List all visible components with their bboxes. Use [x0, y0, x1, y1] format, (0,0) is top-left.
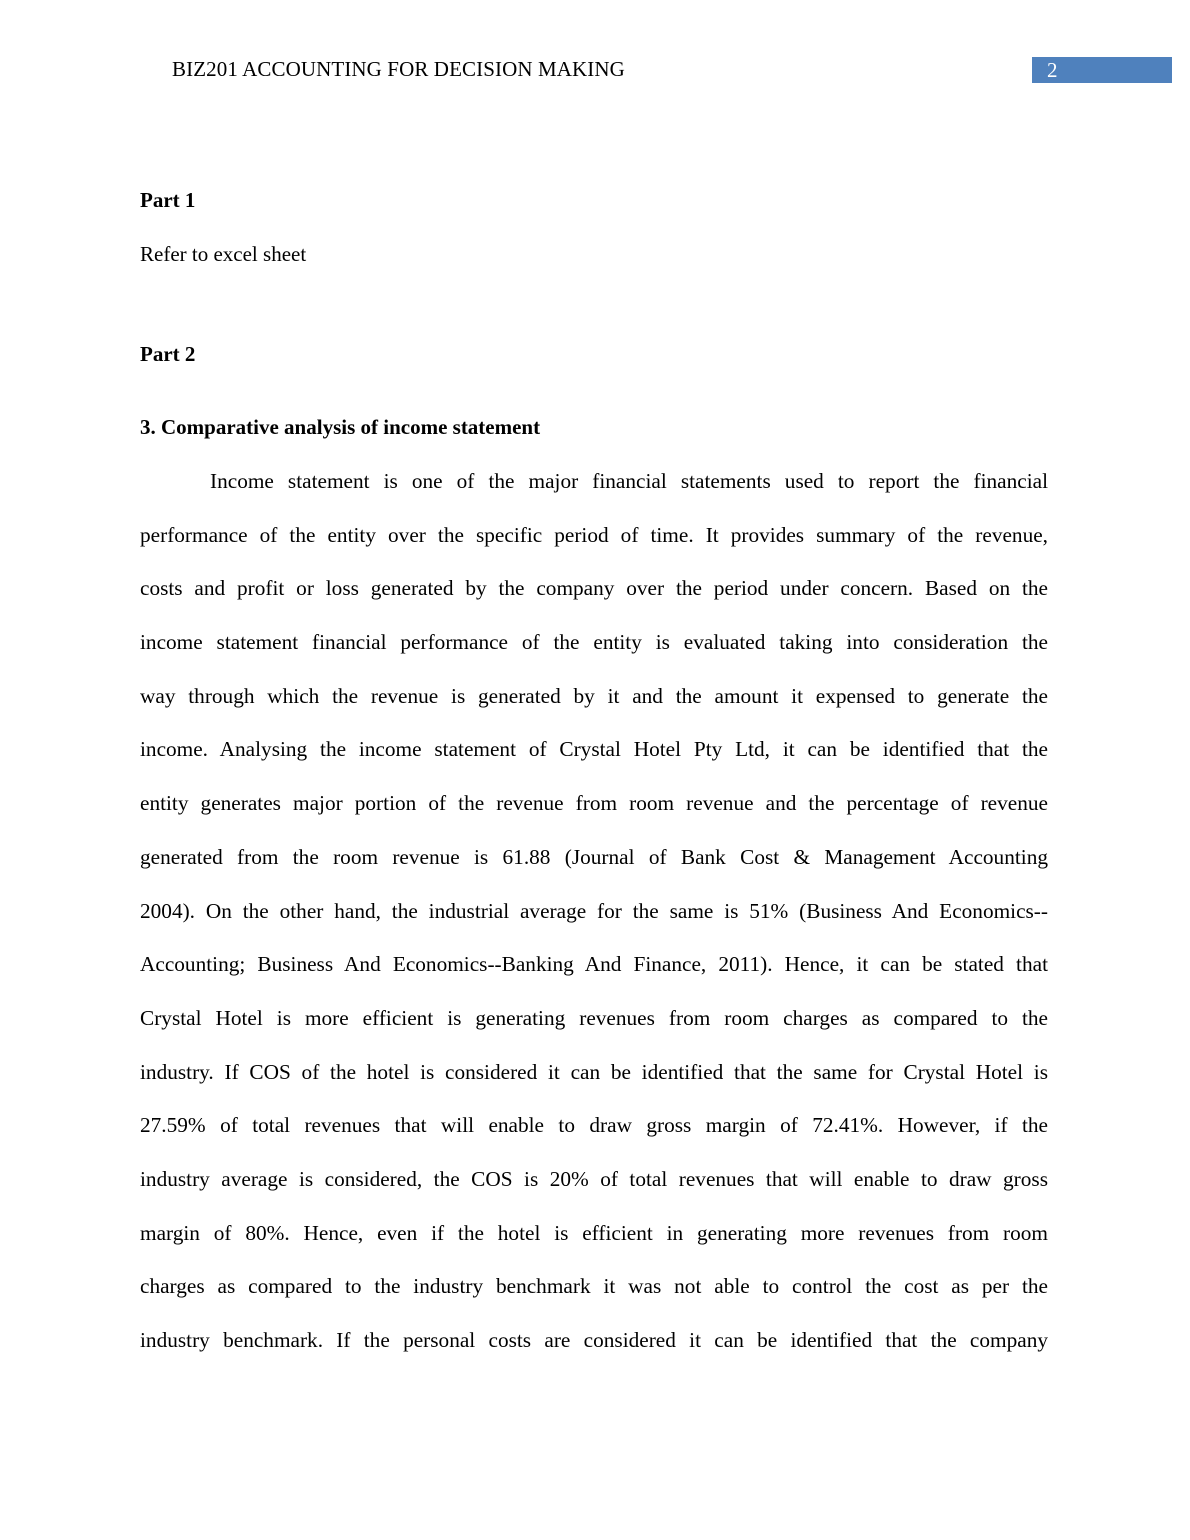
- paragraph-line: entity generates major portion of the revenue from room revenue and the percentage of revenue: [140, 791, 1048, 816]
- paragraph-line: charges as compared to the industry benchmark it was not able to control the cost as per the: [140, 1274, 1048, 1299]
- paragraph-line: industry benchmark. If the personal costs are considered it can be identified that the company: [140, 1328, 1048, 1352]
- section3-paragraph: [140, 455, 1048, 1368]
- part2-heading: Part 2: [140, 342, 196, 366]
- paragraph-line: industry average is considered, the COS is 20% of total revenues that will enable to draw gross: [140, 1166, 1048, 1191]
- paragraph-line: way through which the revenue is generated by it and the amount it expensed to generate the: [140, 683, 1048, 708]
- paragraph-line: Income statement is one of the major financial statements used to report the financial: [210, 469, 1048, 493]
- paragraph-line: generated from the room revenue is 61.88 (Journal of Bank Cost & Management Accounting: [140, 844, 1048, 869]
- part1-heading: Part 1: [140, 188, 196, 212]
- paragraph-line: Accounting; Business And Economics--Banking And Finance, 2011). Hence, it can be stated that: [140, 952, 1048, 977]
- paragraph-line: costs and profit or loss generated by the company over the period under concern. Based on the: [140, 576, 1048, 601]
- paragraph-line: performance of the entity over the specific period of time. It provides summary of the revenue,: [140, 522, 1048, 547]
- page-number-badge: [1032, 57, 1172, 83]
- paragraph-line: 27.59% of total revenues that will enable to draw gross margin of 72.41%. However, if the: [140, 1113, 1048, 1138]
- part1-text: Refer to excel sheet: [140, 242, 307, 266]
- section3-heading: 3. Comparative analysis of income statement: [140, 415, 541, 439]
- header-title: BIZ201 ACCOUNTING FOR DECISION MAKING: [172, 57, 625, 81]
- paragraph-line: income. Analysing the income statement of Crystal Hotel Pty Ltd, it can be identified that the: [140, 737, 1048, 762]
- paragraph-line: income statement financial performance of the entity is evaluated taking into consideration the: [140, 630, 1048, 655]
- paragraph-line: 2004). On the other hand, the industrial average for the same is 51% (Business And Economics--: [140, 898, 1048, 923]
- paragraph-line: margin of 80%. Hence, even if the hotel is efficient in generating more revenues from room: [140, 1220, 1048, 1245]
- page-number: 2: [1047, 58, 1058, 82]
- paragraph-line: Crystal Hotel is more efficient is generating revenues from room charges as compared to the: [140, 1005, 1048, 1030]
- paragraph-line: industry. If COS of the hotel is considered it can be identified that the same for Crystal Hotel is: [140, 1059, 1048, 1084]
